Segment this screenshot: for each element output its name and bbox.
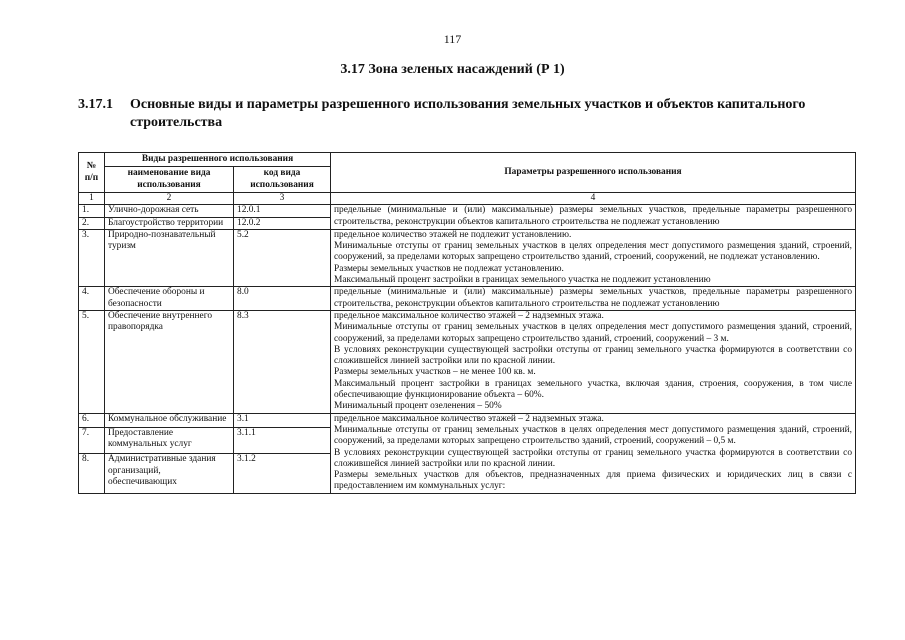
header-types-group: Виды разрешенного использования [105, 153, 331, 167]
param-line: Минимальные отступы от границ земельных участков в целях определения мест допустимого размещения зданий, строений, сооружений, за пределами которых запрещено строительство зданий, строений, сооружений – 0,5 м. [334, 424, 853, 447]
section-title: 3.17 Зона зеленых насаждений (Р 1) [340, 62, 565, 77]
row-code: 8.0 [234, 287, 331, 311]
param-line: Минимальные отступы от границ земельных участков в целях определения мест допустимого размещения зданий, строений, сооружений, за пределами которых запрещено строительство зданий, строений, сооружений – 3 м. [334, 322, 853, 344]
index-cell: 3 [234, 193, 331, 205]
row-code: 8.3 [234, 310, 331, 413]
param-line: В условиях реконструкции существующей застройки отступы от границ земельного участка формируются в соответствии со сложившейся линией застройки или по красной линии. [334, 344, 853, 367]
index-cell: 4 [331, 193, 856, 205]
subsection-title: Основные виды и параметры разрешенного использования земельных участков и объектов капитального строительства [130, 97, 806, 130]
row-name: Обеспечение внутреннего правопорядка [105, 310, 234, 413]
param-line: Максимальный процент застройки в границах земельного участка, включая здания, строения, сооружения, в том числе обеспечивающие функционирование объекта – 60%. [334, 378, 853, 401]
row-code: 3.1.1 [234, 427, 331, 454]
row-params [331, 310, 856, 413]
row-num: 6. [79, 413, 105, 427]
row-name: Коммунальное обслуживание [105, 413, 234, 427]
row-params [331, 413, 856, 493]
param-line: В условиях реконструкции существующей застройки отступы от границ земельного участка формируются в соответствии со сложившейся линией застройки или по красной линии. [334, 447, 853, 469]
row-params [331, 229, 856, 286]
row-name: Административные здания организаций, обеспечивающих [105, 454, 234, 493]
row-name: Предоставление коммунальных услуг [105, 427, 234, 454]
header-num: № п/п [79, 153, 105, 193]
permitted-use-table [78, 152, 856, 494]
row-num: 1. [79, 205, 105, 217]
header-params: Параметры разрешенного использования [331, 153, 856, 193]
row-num: 7. [79, 427, 105, 454]
param-line: предельное максимальное количество этажей – 2 надземных этажа. [334, 310, 604, 321]
row-code: 3.1.2 [234, 454, 331, 493]
row-code: 12.0.1 [234, 205, 331, 217]
row-code: 5.2 [234, 229, 331, 286]
row-name: Природно-познавательный туризм [105, 229, 234, 286]
row-name: Улично-дорожная сеть [105, 205, 234, 217]
header-code: код вида использования [234, 167, 331, 193]
index-cell: 2 [105, 193, 234, 205]
subsection-number: 3.17.1 [78, 97, 113, 112]
header-name: наименование вида использования [105, 167, 234, 193]
table-row [79, 229, 856, 286]
index-row [79, 193, 856, 205]
param-line: Размеры земельных участков для объектов, предназначенных для приема физических и юридических лиц в связи с предоставлением им коммунальных услуг: [334, 470, 853, 492]
row-code: 3.1 [234, 413, 331, 427]
table-row [79, 310, 856, 413]
index-cell: 1 [79, 193, 105, 205]
row-name: Благоустройство территории [105, 217, 234, 229]
row-num: 4. [79, 287, 105, 311]
row-num: 5. [79, 310, 105, 413]
table-row [79, 287, 856, 311]
param-line: Максимальный процент застройки в границах земельного участка не подлежит установлению [334, 275, 711, 286]
row-num: 2. [79, 217, 105, 229]
table-row [79, 205, 856, 217]
param-line: предельное количество этажей не подлежит установлению. [334, 229, 572, 240]
param-line: Размеры земельных участков – не менее 100 кв. м. [334, 367, 536, 378]
row-num: 8. [79, 454, 105, 493]
table-row [79, 413, 856, 427]
param-line: Минимальный процент озеленения – 50% [334, 401, 502, 412]
param-line: предельное максимальное количество этажей – 2 надземных этажа. [334, 413, 604, 424]
row-params: предельные (минимальные и (или) максимальные) размеры земельных участков, предельные параметры разрешенного строительства, реконструкции объектов капитального строительства не подлежат установлению [331, 205, 856, 230]
param-line: Размеры земельных участков не подлежат установлению. [334, 263, 564, 274]
row-code: 12.0.2 [234, 217, 331, 229]
row-params: предельные (минимальные и (или) максимальные) размеры земельных участков, предельные параметры разрешенного строительства, реконструкции объектов капитального строительства не подлежат установлению [331, 287, 856, 311]
row-num: 3. [79, 229, 105, 286]
page-number: 117 [443, 32, 462, 46]
row-name: Обеспечение обороны и безопасности [105, 287, 234, 311]
param-line: Минимальные отступы от границ земельных участков в целях определения мест допустимого размещения зданий, строений, сооружений, за пределами которых запрещено строительство зданий, строений, сооружений, не подлежат установлению. [334, 241, 853, 263]
